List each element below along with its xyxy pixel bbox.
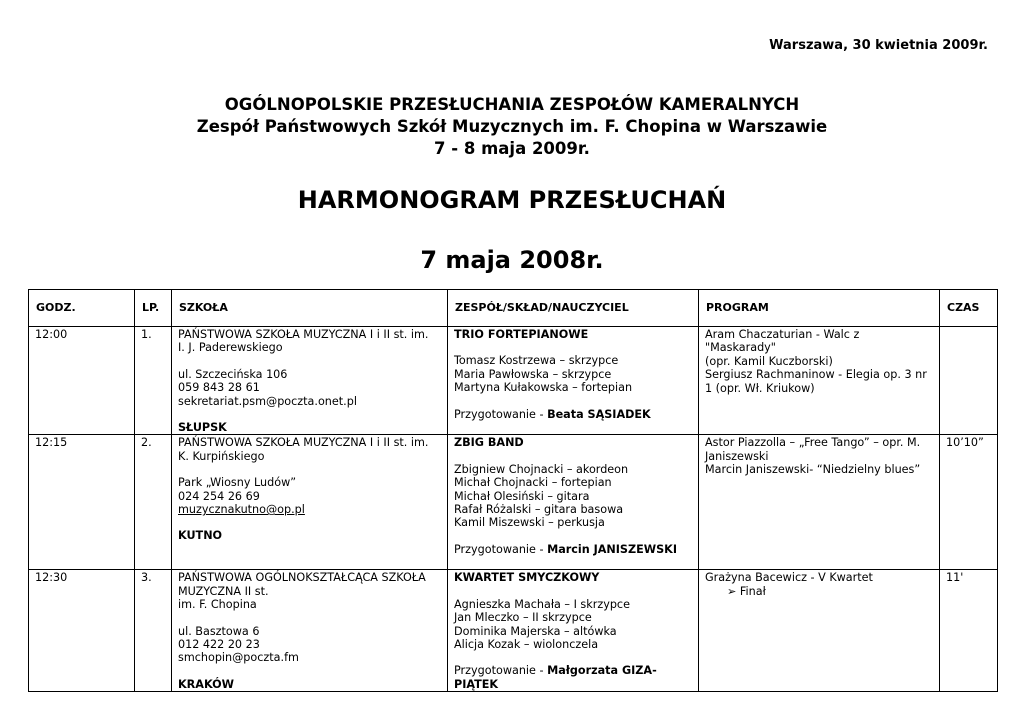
cell-duration: 10’10” (940, 435, 998, 570)
school-email: sekretariat.psm@poczta.onet.pl (178, 394, 357, 408)
table-header-row (29, 290, 998, 327)
ensemble-member: Rafał Różalski – gitara basowa (454, 503, 624, 517)
document-header (0, 94, 1024, 160)
cell-lp: 1. (135, 327, 172, 435)
ensemble-member: Agnieszka Machała – I skrzypce (454, 597, 630, 611)
column-header-lp: LP. (135, 290, 172, 327)
cell-duration (940, 327, 998, 435)
school-name: im. F. Chopina (178, 598, 257, 612)
cell-program (699, 570, 940, 692)
cell-lp: 3. (135, 570, 172, 692)
program-line: (opr. Kamil Kuczborski) (705, 354, 833, 368)
cell-time: 12:15 (29, 435, 135, 570)
cell-school (172, 327, 448, 435)
ensemble-name: TRIO FORTEPIANOWE (454, 328, 589, 341)
prep-label: Przygotowanie - (454, 664, 548, 678)
cell-time: 12:00 (29, 327, 135, 435)
ensemble-teacher (454, 408, 692, 421)
table-row (29, 435, 998, 570)
program-line: Grażyna Bacewicz - V Kwartet (705, 571, 873, 585)
school-phone: 059 843 28 61 (178, 381, 260, 395)
program-line: Janiszewski (705, 449, 769, 463)
school-phone: 024 254 26 69 (178, 489, 260, 503)
program-line: Marcin Janiszewski- “Niedzielny blues” (705, 463, 921, 477)
program-line: Aram Chaczaturian - Walc z "Maskarady" (705, 328, 860, 355)
ensemble-member: Martyna Kułakowska – fortepian (454, 381, 633, 395)
document-date: Warszawa, 30 kwietnia 2009r. (769, 38, 988, 53)
cell-program (699, 327, 940, 435)
column-header-ensemble: ZESPÓŁ/SKŁAD/NAUCZYCIEL (448, 290, 699, 327)
school-address: Park „Wiosny Ludów” (178, 476, 297, 490)
ensemble-member: Zbigniew Chojnacki – akordeon (454, 462, 629, 476)
document-title: HARMONOGRAM PRZESŁUCHAŃ (297, 186, 727, 214)
school-address: ul. Basztowa 6 (178, 624, 260, 638)
ensemble-name: ZBIG BAND (454, 436, 524, 450)
school-name: K. Kurpińskiego (178, 449, 265, 463)
ensemble-teacher (454, 543, 692, 556)
cell-duration: 11' (940, 570, 998, 692)
school-city: SŁUPSK (178, 421, 227, 435)
school-name: MUZYCZNA II st. (178, 584, 269, 598)
school-phone: 012 422 20 23 (178, 638, 260, 652)
school-email: smchopin@poczta.fm (178, 651, 299, 665)
teacher-name: Marcin JANISZEWSKI (547, 542, 677, 556)
cell-school (172, 435, 448, 570)
school-name: PAŃSTWOWA SZKOŁA MUZYCZNA I i II st. im. (178, 436, 429, 450)
ensemble-member: Maria Pawłowska – skrzypce (454, 367, 612, 381)
program-line: 1 (opr. Wł. Kriukow) (705, 381, 815, 395)
table-row (29, 570, 998, 692)
teacher-name: Małgorzata GIZA-PIĄTEK (454, 664, 657, 691)
school-name: PAŃSTWOWA OGÓLNOKSZTAŁCĄCA SZKOŁA (178, 571, 426, 585)
ensemble-member: Dominika Majerska – altówka (454, 624, 617, 638)
cell-program (699, 435, 940, 570)
document-subtitle: 7 maja 2008r. (420, 246, 604, 274)
ensemble-teacher (454, 664, 692, 691)
cell-ensemble (448, 435, 699, 570)
table-row (29, 327, 998, 435)
prep-label: Przygotowanie - (454, 407, 548, 421)
ensemble-member: Kamil Miszewski – perkusja (454, 516, 605, 530)
cell-time: 12:30 (29, 570, 135, 692)
column-header-time: GODZ. (29, 290, 135, 327)
school-address: ul. Szczecińska 106 (178, 367, 288, 381)
column-header-school: SZKOŁA (172, 290, 448, 327)
ensemble-member: Tomasz Kostrzewa – skrzypce (454, 354, 619, 368)
header-line-1: OGÓLNOPOLSKIE PRZESŁUCHANIA ZESPOŁÓW KAMERALNYCH (224, 95, 800, 114)
ensemble-member: Alicja Kozak – wiolonczela (454, 638, 599, 652)
ensemble-member: Jan Mleczko – II skrzypce (454, 611, 592, 625)
cell-lp: 2. (135, 435, 172, 570)
school-name: PAŃSTWOWA SZKOŁA MUZYCZNA I i II st. im. (178, 328, 429, 341)
school-city: KUTNO (178, 529, 223, 543)
ensemble-name: KWARTET SMYCZKOWY (454, 571, 600, 585)
program-line: Sergiusz Rachmaninow - Elegia op. 3 nr (705, 368, 927, 382)
column-header-program: PROGRAM (699, 290, 940, 327)
cell-school (172, 570, 448, 692)
prep-label: Przygotowanie - (454, 542, 548, 556)
school-email-link[interactable]: muzycznakutno@op.pl (178, 503, 305, 517)
teacher-name: Beata SĄSIADEK (547, 407, 651, 421)
column-header-duration: CZAS (940, 290, 998, 327)
header-line-3: 7 - 8 maja 2009r. (434, 139, 590, 158)
ensemble-member: Michał Olesiński – gitara (454, 489, 590, 503)
school-name: I. J. Paderewskiego (178, 341, 283, 355)
schedule-table (28, 289, 998, 692)
header-line-2: Zespół Państwowych Szkół Muzycznych im. F. Chopina w Warszawie (196, 117, 828, 136)
school-city: KRAKÓW (178, 677, 234, 691)
program-bullet-item: ➢ Finał (727, 584, 766, 598)
cell-ensemble (448, 570, 699, 692)
ensemble-member: Michał Chojnacki – fortepian (454, 476, 612, 490)
program-line: Astor Piazzolla – „Free Tango” – opr. M. (705, 436, 921, 450)
cell-ensemble (448, 327, 699, 435)
